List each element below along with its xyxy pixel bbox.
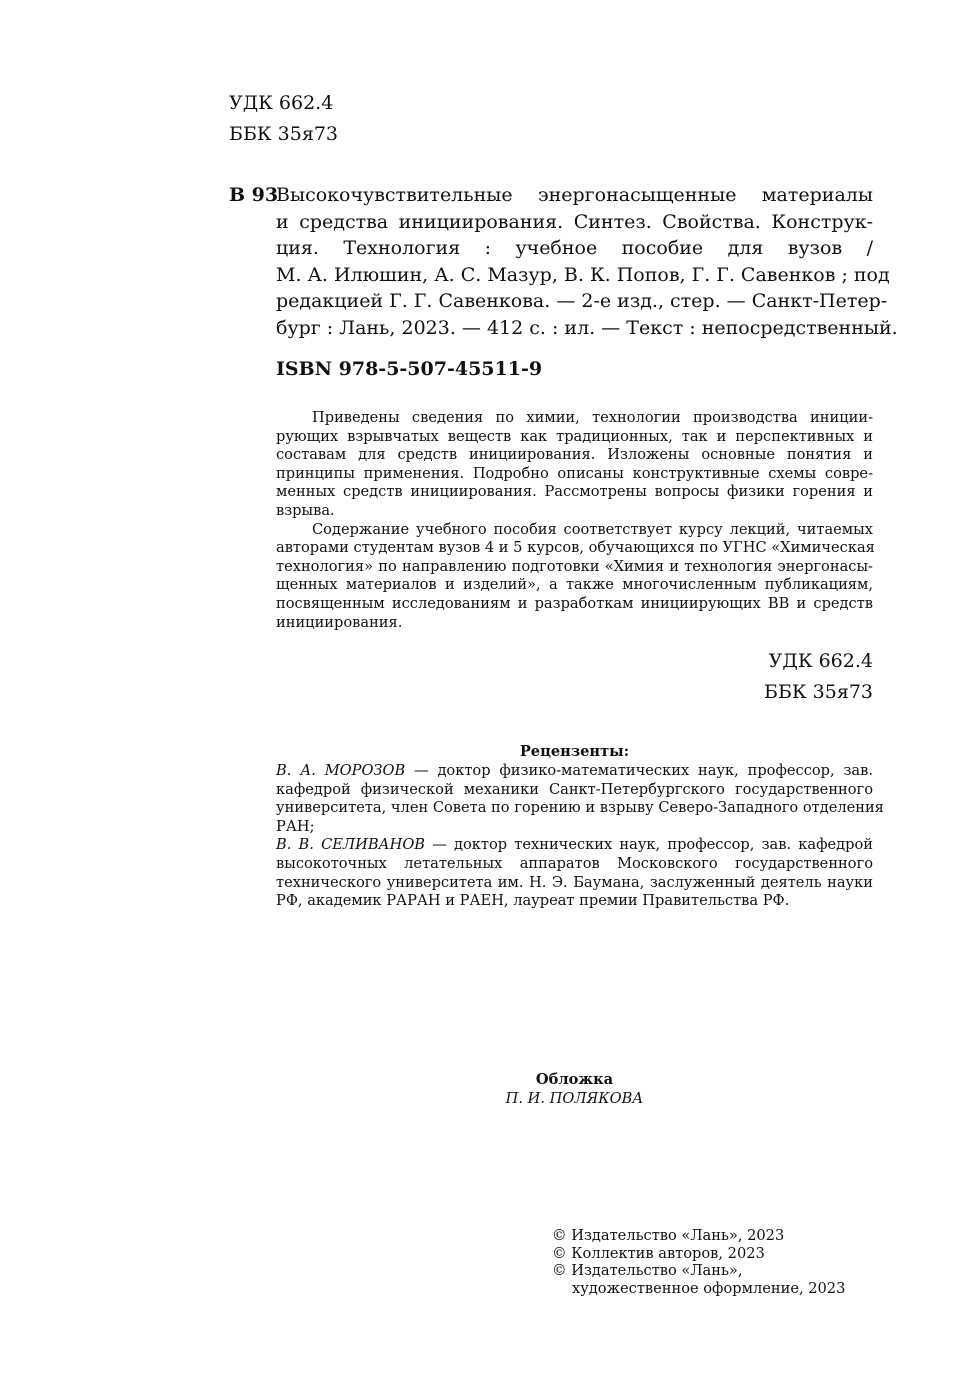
reviewer-line: технического университета им. Н. Э. Баумана, заслуженный деятель науки	[276, 873, 873, 891]
reviewer-name: В. В. СЕЛИВАНОВ	[276, 836, 426, 854]
reviewer-line: В. А. МОРОЗОВ — доктор физико-математических наук, профессор, зав.	[276, 762, 873, 779]
annotation-line: Содержание учебного пособия соответствует курсу лекций, читаемых	[312, 520, 873, 538]
udk-block-top	[229, 88, 338, 150]
annotation-line: составам для средств инициирования. Изложены основные понятия и	[276, 446, 873, 464]
biblio-line: Высокочувствительные энергонасыщенные материалы	[276, 184, 873, 206]
copyright-line: © Коллектив авторов, 2023	[552, 1244, 765, 1262]
reviewer-line: РФ, академик РАРАН и РАЕН, лауреат премии Правительства РФ.	[276, 892, 790, 910]
bibliographic-description	[276, 182, 898, 342]
copyright-block	[552, 1227, 845, 1297]
reviewers-title: Рецензенты:	[519, 743, 630, 760]
annotation-line: посвященным исследованиям и разработкам инициирующих ВВ и средств	[276, 594, 873, 612]
bbk-code: ББК 35я73	[763, 681, 873, 703]
annotation-line: принципы применения. Подробно описаны конструктивные схемы совре-	[276, 464, 873, 482]
cover-artist: П. И. ПОЛЯКОВА	[505, 1089, 644, 1107]
udk-code: УДК 662.4	[768, 650, 873, 672]
cover-title: Обложка	[535, 1071, 614, 1088]
biblio-line: и средства инициирования. Синтез. Свойства. Конструк-	[276, 210, 873, 233]
annotation-line: инициирования.	[276, 613, 403, 631]
annotation-line: рующих взрывчатых веществ как традиционных, так и перспективных и	[276, 427, 873, 445]
annotation	[276, 409, 873, 632]
isbn: ISBN 978-5-507-45511-9	[276, 358, 543, 380]
reviewer-line: высокоточных летательных аппаратов Московского государственного	[276, 854, 873, 872]
reviewer-line: университета, член Совета по горению и взрыву Северо-Западного отделения	[276, 799, 884, 817]
biblio-line: ция. Технология : учебное пособие для вузов /	[276, 237, 873, 260]
copyright-line: © Издательство «Лань»,	[552, 1262, 743, 1280]
copyright-line: художественное оформление, 2023	[572, 1279, 846, 1297]
reviewer-line: РАН;	[276, 817, 315, 835]
annotation-line: взрыва.	[276, 501, 335, 519]
annotation-line: авторами студентам вузов 4 и 5 курсов, обучающихся по УГНС «Химическая	[276, 539, 875, 557]
annotation-line: Приведены сведения по химии, технологии производства иниции-	[312, 409, 873, 426]
copyright-line: © Издательство «Лань», 2023	[552, 1227, 785, 1244]
reviewers-list	[276, 762, 884, 911]
annotation-line: щенных материалов и изделий», а также многочисленным публикациям,	[276, 576, 873, 594]
annotation-line: менных средств инициирования. Рассмотрены вопросы физики горения и	[276, 483, 873, 501]
bbk-code: ББК 35я73	[229, 123, 339, 145]
udk-code: УДК 662.4	[229, 92, 334, 114]
author-mark: В 93	[229, 184, 279, 206]
biblio-line: М. А. Илюшин, А. С. Мазур, В. К. Попов, Г. Г. Савенков ; под	[276, 263, 890, 286]
reviewer-line: кафедрой физической механики Санкт-Петербургского государственного	[276, 780, 873, 798]
cover-credit	[276, 1071, 873, 1108]
reviewer-name: В. А. МОРОЗОВ	[276, 762, 406, 779]
reviewer-line: В. В. СЕЛИВАНОВ — доктор технических наук, профессор, зав. кафедрой	[276, 836, 874, 854]
annotation-line: технология» по направлению подготовки «Химия и технология энергонасы-	[276, 557, 873, 575]
biblio-line: бург : Лань, 2023. — 412 с. : ил. — Текст : непосредственный.	[276, 316, 898, 339]
udk-block-right	[640, 646, 873, 708]
biblio-line: редакцией Г. Г. Савенкова. — 2-е изд., стер. — Санкт-Петер-	[276, 290, 888, 313]
